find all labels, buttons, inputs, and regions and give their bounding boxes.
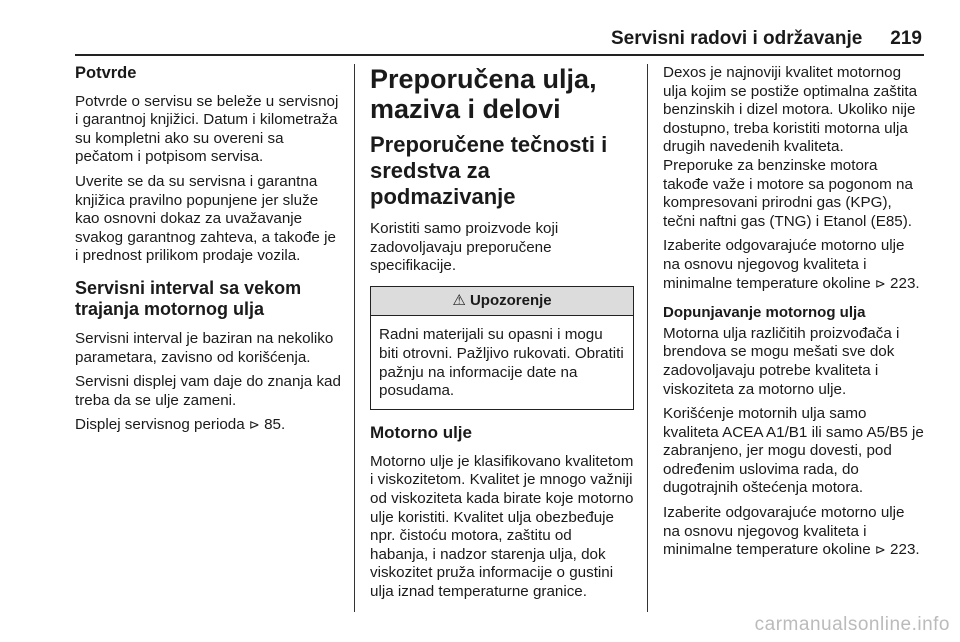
heading-motor-oil: Motorno ulje [370, 422, 472, 442]
warning-triangle-icon: ⚠ [452, 291, 466, 309]
paragraph: Uverite se da su servisna i garantna knjižica pravilno popunjene jer služe kao osnovni dokaz za uvažavanje svakog garantnog zahteva, a takođe je i prednost prilikom prodaje vozila. [75, 172, 336, 265]
page-reference-arrow-icon: ⊳ [874, 543, 886, 559]
warning-box [370, 286, 634, 410]
paragraph: Motorna ulja različitih proizvođača i brendova se mogu mešati sve dok zadovoljavaju potrebe kvaliteta i viskoziteta za motorno ulje. [663, 324, 900, 398]
warning-header [371, 287, 633, 317]
page-reference-arrow-icon: ⊳ [874, 276, 886, 292]
paragraph: Dexos je najnoviji kvalitet motornog ulja kojim se postiže optimalna zaštita benzinskih i dizel motora. Ukoliko nije dostupno, treba koristiti motorna ulja drugih navedenih kvaliteta. [663, 64, 918, 156]
header-rule [75, 54, 924, 56]
paragraph: Korišćenje motornih ulja samo kvaliteta ACEA A1/B1 ili samo A5/B5 je zabranjeno, jer mogu dovesti, pod određenim uslovima rada, do dugotrajnih oštećenja motora. [663, 405, 924, 497]
heading-potvrde: Potvrde [75, 64, 137, 82]
reference-page[interactable]: 85. [264, 416, 286, 434]
paragraph [663, 237, 925, 294]
warning-title: Upozorenje [469, 291, 552, 309]
paragraph: Potvrde o servisu se beleže u servisnoj i garantnoj knjižici. Datum i kilometraža su kompletni ako su overeni sa pečatom i potpisom servisa. [75, 92, 339, 166]
reference-text: Displej servisnog perioda [75, 416, 245, 434]
column-1 [75, 64, 343, 442]
paragraph: Preporuke za benzinske motora takođe važe i motore sa pogonom na kompresovani prirodni gas (KPG), tečni naftni gas (TNG) i Etanol (E85). [663, 156, 913, 230]
watermark: carmanualsonline.info [754, 614, 950, 635]
header-title: Servisni radovi i održavanje [610, 28, 863, 49]
reference-text: Izaberite odgovarajuće motorno ulje na osnovu njegovog kvaliteta i minimalne temperature okoline [663, 237, 905, 292]
column-divider-1 [354, 64, 355, 612]
page-reference-arrow-icon: ⊳ [248, 418, 260, 434]
page-number: 219 [890, 28, 922, 49]
paragraph: Motorno ulje je klasifikovano kvalitetom i viskozitetom. Kvalitet je mnogo važniji od viskoziteta kada birate koje motorno ulje koristiti. Kvalitet ulja obezbeđuje npr. čistoću motora, zaštitu od habanja, i nadzor starenja ulja, dok viskozitet pruža informacije o gustini ulja iznad temperaturne granice. [370, 452, 634, 600]
reference-page[interactable]: 223. [890, 274, 920, 292]
heading-service-interval: Servisni interval sa vekom trajanja motornog ulja [75, 277, 302, 319]
warning-body: Radni materijali su opasni i mogu biti otrovni. Pažljivo rukovati. Obratiti pažnju na informacije date na posudama. [379, 326, 624, 400]
subsection-title: Preporučene tečnosti i sredstva za podmazivanje [370, 132, 608, 209]
column-2 [370, 64, 634, 608]
reference-page[interactable]: 223. [890, 541, 920, 559]
column-divider-2 [647, 64, 648, 612]
reference-text: Izaberite odgovarajuće motorno ulje na osnovu njegovog kvaliteta i minimalne temperature okoline [663, 504, 905, 559]
paragraph [75, 416, 343, 436]
running-header [611, 28, 922, 50]
heading-oil-topup: Dopunjavanje motornog ulja [663, 304, 866, 322]
paragraph [663, 504, 925, 561]
paragraph: Servisni interval je baziran na nekoliko parametara, zavisno od korišćenja. [75, 329, 334, 366]
section-title-line-1: Preporučena ulja, [370, 64, 597, 94]
paragraph: Koristiti samo proizvode koji zadovoljavaju preporučene specifikacije. [370, 220, 559, 275]
column-3 [663, 64, 925, 567]
section-title-line-2: maziva i delovi [370, 94, 561, 124]
paragraph: Servisni displej vam daje do znanja kad treba da se ulje zameni. [75, 373, 341, 409]
